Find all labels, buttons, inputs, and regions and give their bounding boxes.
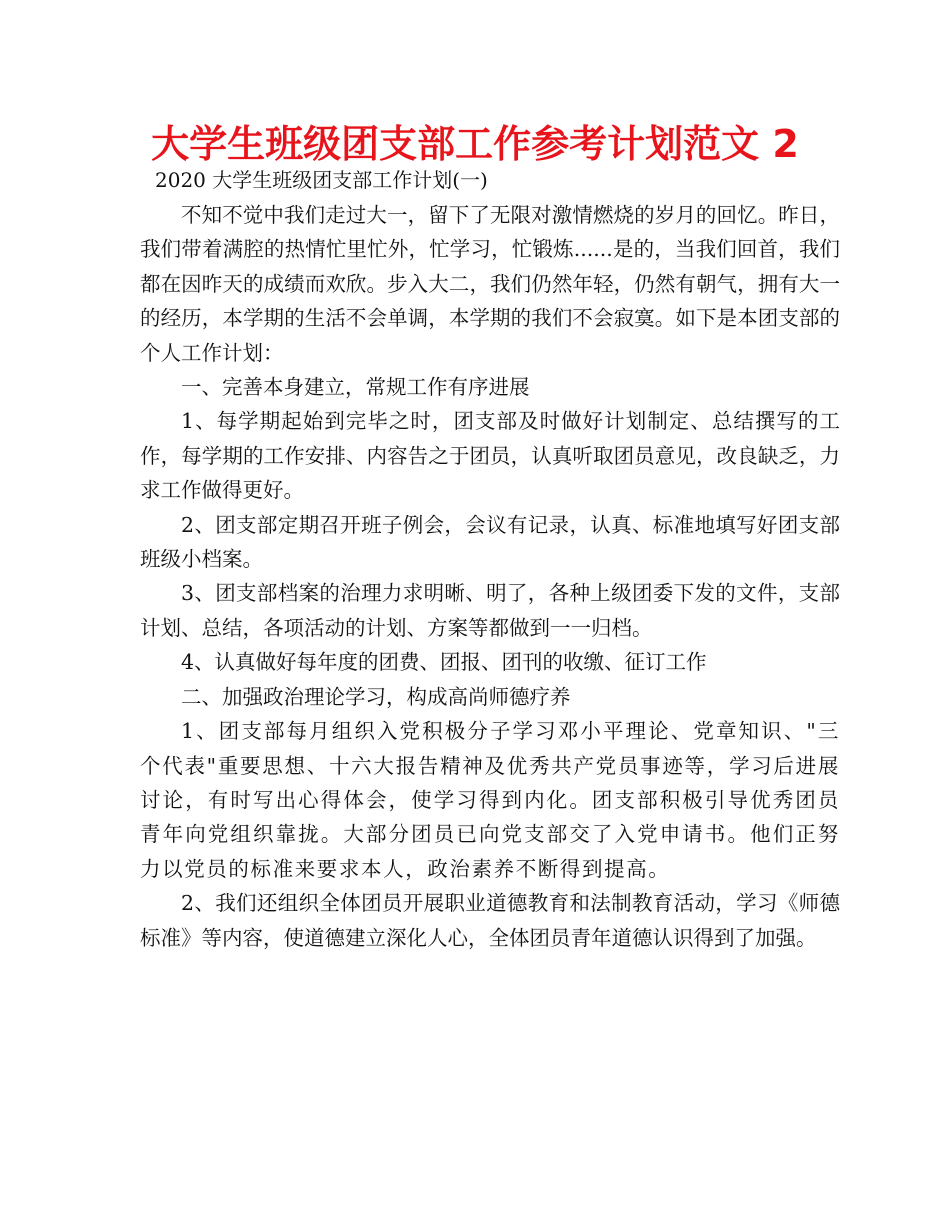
- document-title: 大学生班级团支部工作参考计划范文 2: [151, 122, 799, 166]
- paragraph-item-1-1: 1、每学期起始到完毕之时，团支部及时做好计划制定、总结撰写的工作，每学期的工作安排、内容告之于团员，认真听取团员意见，改良缺乏，力求工作做得更好。: [140, 409, 840, 503]
- section-heading-1: 一、完善本身建立，常规工作有序进展: [181, 375, 530, 400]
- section-heading-2: 二、加强政治理论学习，构成高尚师德疗养: [181, 684, 571, 709]
- paragraph-intro: 不知不觉中我们走过大一，留下了无限对激情燃烧的岁月的回忆。昨日，我们带着满腔的热情忙里忙外，忙学习，忙锻炼......是的，当我们回首，我们都在因昨天的成绩而欢欣。步入大二，我们仍然年轻，仍然有朝气，拥有大一的经历，本学期的生活不会单调，本学期的我们不会寂寞。如下是本团支部的个人工作计划：: [140, 203, 840, 365]
- paragraph-item-2-1: 1、团支部每月组织入党积极分子学习邓小平理论、党章知识、"三个代表"重要思想、十六大报告精神及优秀共产党员事迹等，学习后进展讨论，有时写出心得体会，使学习得到内化。团支部积极引导优秀团员青年向党组织靠拢。大部分团员已向党支部交了入党申请书。他们正努力以党员的标准来要求本人，政治素养不断得到提高。: [140, 719, 840, 881]
- document-subtitle: 2020 大学生班级团支部工作计划(一): [155, 168, 488, 192]
- paragraph-item-2-2: 2、我们还组织全体团员开展职业道德教育和法制教育活动，学习《师德标准》等内容，使道德建立深化人心，全体团员青年道德认识得到了加强。: [140, 891, 840, 950]
- paragraph-item-1-4: 4、认真做好每年度的团费、团报、团刊的收缴、征订工作: [181, 650, 707, 675]
- document-body: [140, 198, 840, 955]
- paragraph-item-1-3: 3、团支部档案的治理力求明晰、明了，各种上级团委下发的文件，支部计划、总结，各项活动的计划、方案等都做到一一归档。: [140, 581, 840, 640]
- paragraph-item-1-2: 2、团支部定期召开班子例会，会议有记录，认真、标准地填写好团支部班级小档案。: [140, 512, 840, 572]
